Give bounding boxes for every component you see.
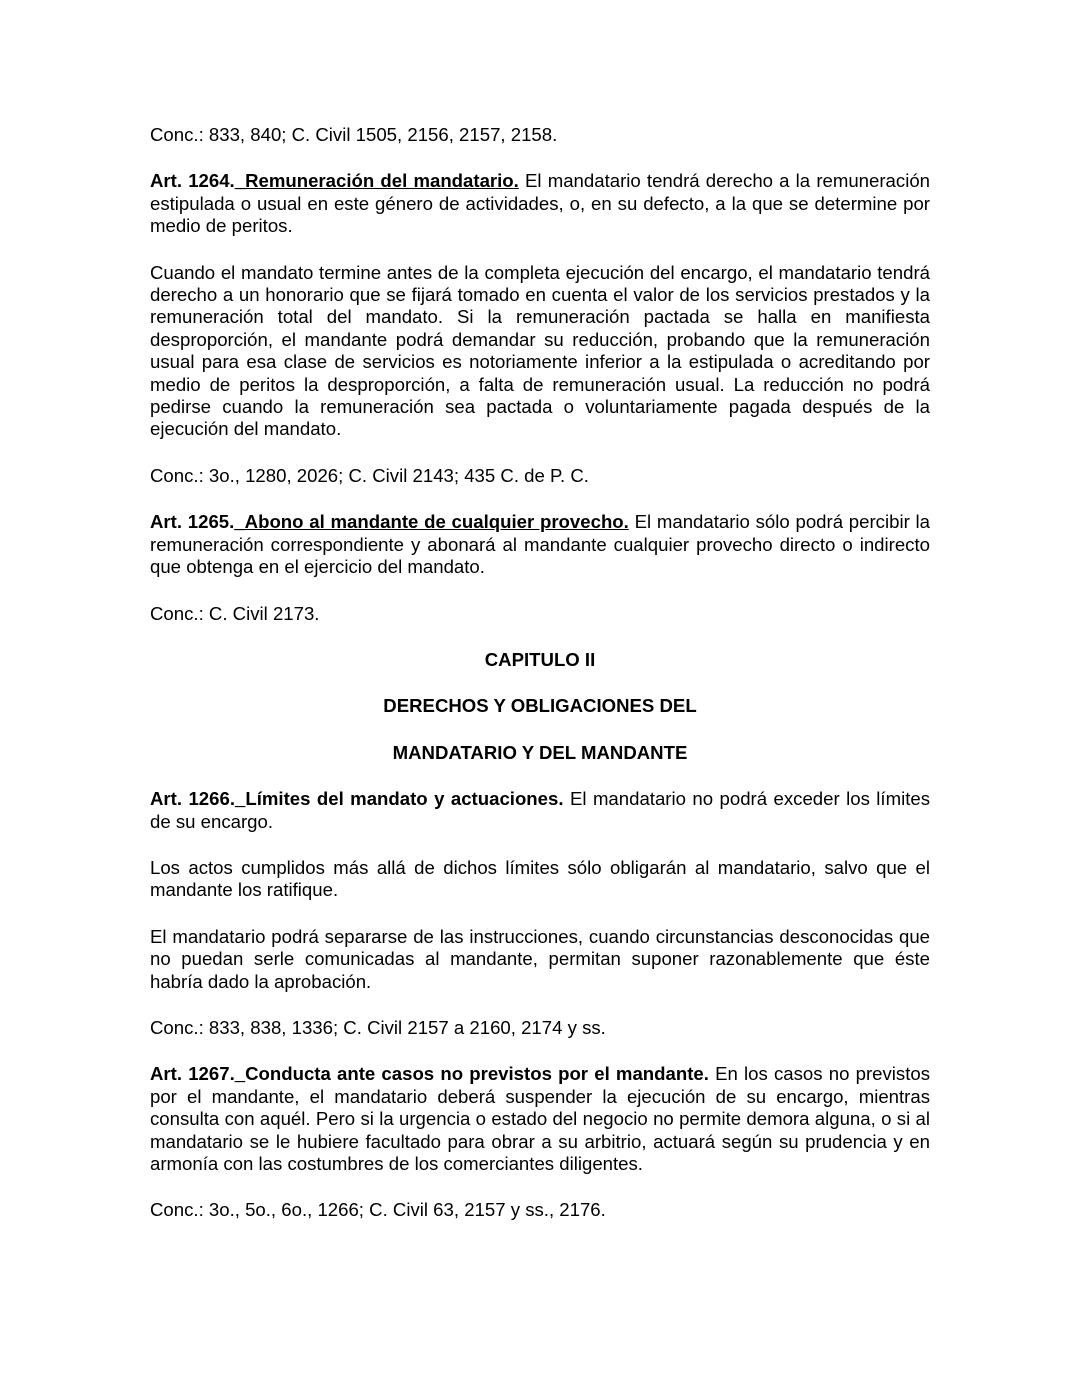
article-text: El mandatario no podrá exceder los límites de su encargo. [150,788,931,832]
article-1264 [150,170,930,237]
article-title-text: Abono al mandante de cualquier provecho. [244,511,629,533]
article-title [234,511,629,532]
article-title-text: Conducta ante casos no previstos por el mandante. [245,1063,709,1085]
concordance-1267: Conc.: 3o., 5o., 6o., 1266; C. Civil 63, 2157 y ss., 2176. [150,1199,606,1221]
concordance-1265: Conc.: C. Civil 2173. [150,602,320,624]
article-title [235,788,564,809]
concordance-1263: Conc.: 833, 840; C. Civil 1505, 2156, 2157, 2158. [150,124,558,145]
underscore: _ [234,1063,246,1085]
article-text: En los casos no previstos por el mandante, el mandatario deberá suspender la ejecución de su encargo, mientras consulta con aquél. Pero si la urgencia o estado del negocio no permite demora alguna, o si al mandatario se le hubiere facultado para obrar a su arbitrio, actuará según su prudencia y en armonía con las costumbres de los comerciantes diligentes. [150,1063,931,1174]
article-1265 [150,511,930,578]
article-title [235,170,519,191]
concordance-1264: Conc.: 3o., 1280, 2026; C. Civil 2143; 435 C. de P. C. [150,464,589,486]
document-page [150,124,930,1246]
article-title-text: Remuneración del mandatario. [245,170,519,192]
concordance-1266: Conc.: 833, 838, 1336; C. Civil 2157 a 2160, 2174 y ss. [150,1016,606,1038]
article-number: Art. 1264. [150,170,235,192]
article-number: Art. 1267. [150,1063,235,1085]
article-1264-paragraph-2: Cuando el mandato termine antes de la completa ejecución del encargo, el mandatario tendrá derecho a un honorario que se fijará tomado en cuenta el valor de los servicios prestados y la remuneración total del mandato. Si la remuneración pactada se halla en manifiesta desproporción, el mandante podrá demandar su reducción, probando que la remuneración usual para esa clase de servicios es notoriamente inferior a la estipulada o acreditando por medio de peritos la desproporción, a falta de remuneración usual. La reducción no podrá pedirse cuando la remuneración sea pactada o voluntariamente pagada después de la ejecución del mandato. [150,261,930,440]
article-text: El mandatario tendrá derecho a la remuneración estipulada o usual en este género de actividades, o, en su defecto, a la que se determine por medio de peritos. [150,170,931,237]
article-title-text: Límites del mandato y actuaciones. [245,788,564,810]
article-1266-paragraph-2: Los actos cumplidos más allá de dichos límites sólo obligarán al mandatario, salvo que el mandante los ratifique. [150,856,930,901]
article-1267 [150,1063,930,1175]
chapter-label: CAPITULO II [484,648,596,670]
underscore: _ [234,170,246,192]
article-title [235,1063,709,1084]
underscore: _ [235,788,246,810]
article-number: Art. 1265. [150,511,235,533]
article-text: El mandatario sólo podrá percibir la remuneración correspondiente y abonará al mandante cualquier provecho directo o indirecto que obtenga en el ejercicio del mandato. [150,511,930,578]
article-1266-paragraph-3: El mandatario podrá separarse de las instrucciones, cuando circunstancias desconocidas que no puedan serle comunicadas al mandante, permitan suponer razonablemente que éste habría dado la aprobación. [150,925,930,992]
chapter-title-line-1: DERECHOS Y OBLIGACIONES DEL [383,695,697,717]
underscore: _ [234,511,245,533]
article-1266 [150,788,930,833]
chapter-title-line-2: MANDATARIO Y DEL MANDANTE [392,741,688,763]
article-number: Art. 1266. [150,788,235,810]
